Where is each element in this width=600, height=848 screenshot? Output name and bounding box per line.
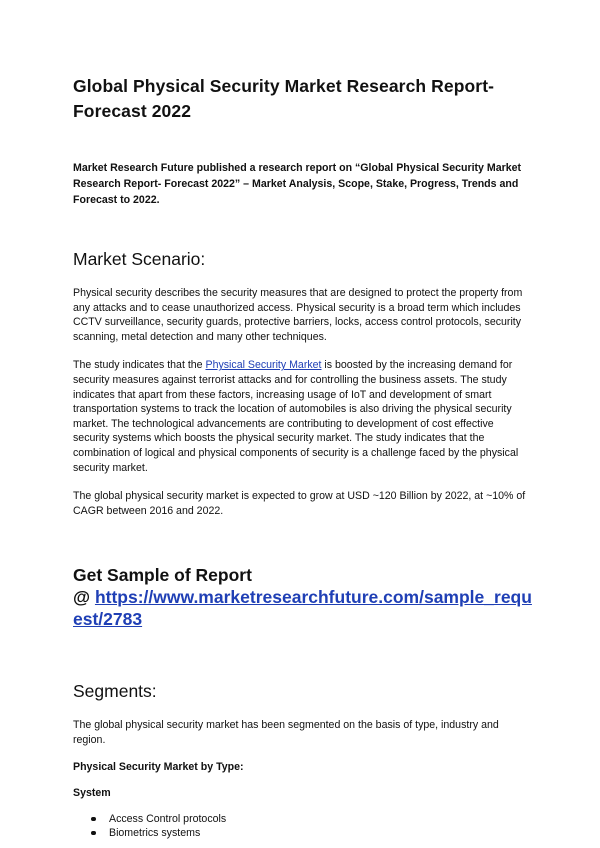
- at-symbol: @: [73, 587, 95, 608]
- sample-block: [73, 564, 533, 630]
- scenario-paragraph-1: Physical security describes the security measures that are designed to protect the property from any attacks and to cease unauthorized access. Physical security is a broad term which includes CCTV surveillance, security guards, protective barriers, locks, access control protocols, security scanning, metal detection and many other techniques.: [73, 287, 523, 343]
- scenario-paragraph-3: The global physical security market is expected to grow at USD ~120 Billion by 2022, at ~10% of CAGR between 2016 and 2022.: [73, 490, 526, 517]
- sample-request-link[interactable]: https://www.marketresearchfuture.com/sample_request/2783: [73, 587, 532, 630]
- list-item-text: Biometrics systems: [109, 826, 201, 839]
- document-content: [73, 74, 533, 840]
- list-item: [73, 826, 533, 840]
- report-title: Global Physical Security Market Research Report- Forecast 2022: [73, 76, 495, 121]
- list-item: [73, 812, 533, 826]
- market-scenario-heading: Market Scenario:: [73, 249, 206, 269]
- physical-security-market-link[interactable]: Physical Security Market: [205, 359, 322, 372]
- lead-paragraph: Market Research Future published a research report on “Global Physical Security Market Research Report- Forecast 2022” – Market Analysis, Scope, Stake, Progress, Trends and Forecast to 2022.: [73, 162, 522, 206]
- scenario-paragraph-2-start: The study indicates that the: [73, 359, 206, 372]
- by-type-label: Physical Security Market by Type:: [73, 760, 244, 773]
- scenario-paragraph-2: [73, 358, 533, 475]
- segments-intro: The global physical security market has been segmented on the basis of type, industry and region.: [73, 719, 499, 746]
- system-label: System: [73, 786, 111, 799]
- bullet-icon: [91, 831, 96, 836]
- bullet-icon: [91, 817, 96, 822]
- system-list: [73, 812, 533, 840]
- sample-heading: Get Sample of Report: [73, 565, 252, 586]
- sample-link-line: [73, 586, 533, 630]
- segments-heading: Segments:: [73, 681, 157, 702]
- list-item-text: Access Control protocols: [109, 812, 227, 825]
- scenario-paragraph-2-end: is boosted by the increasing demand for security measures against terrorist attacks and for controlling the business assets. The study indicates that apart from these factors, increasing usage of IoT and development of smart transportation systems to track the location of automobiles is also driving the physical security market. The technological advancements are contributing to development of cost effective security systems which boosts the physical security market. The study indicates that the combination of logical and physical components of security is a challenge faced by the physical security market.: [73, 359, 519, 474]
